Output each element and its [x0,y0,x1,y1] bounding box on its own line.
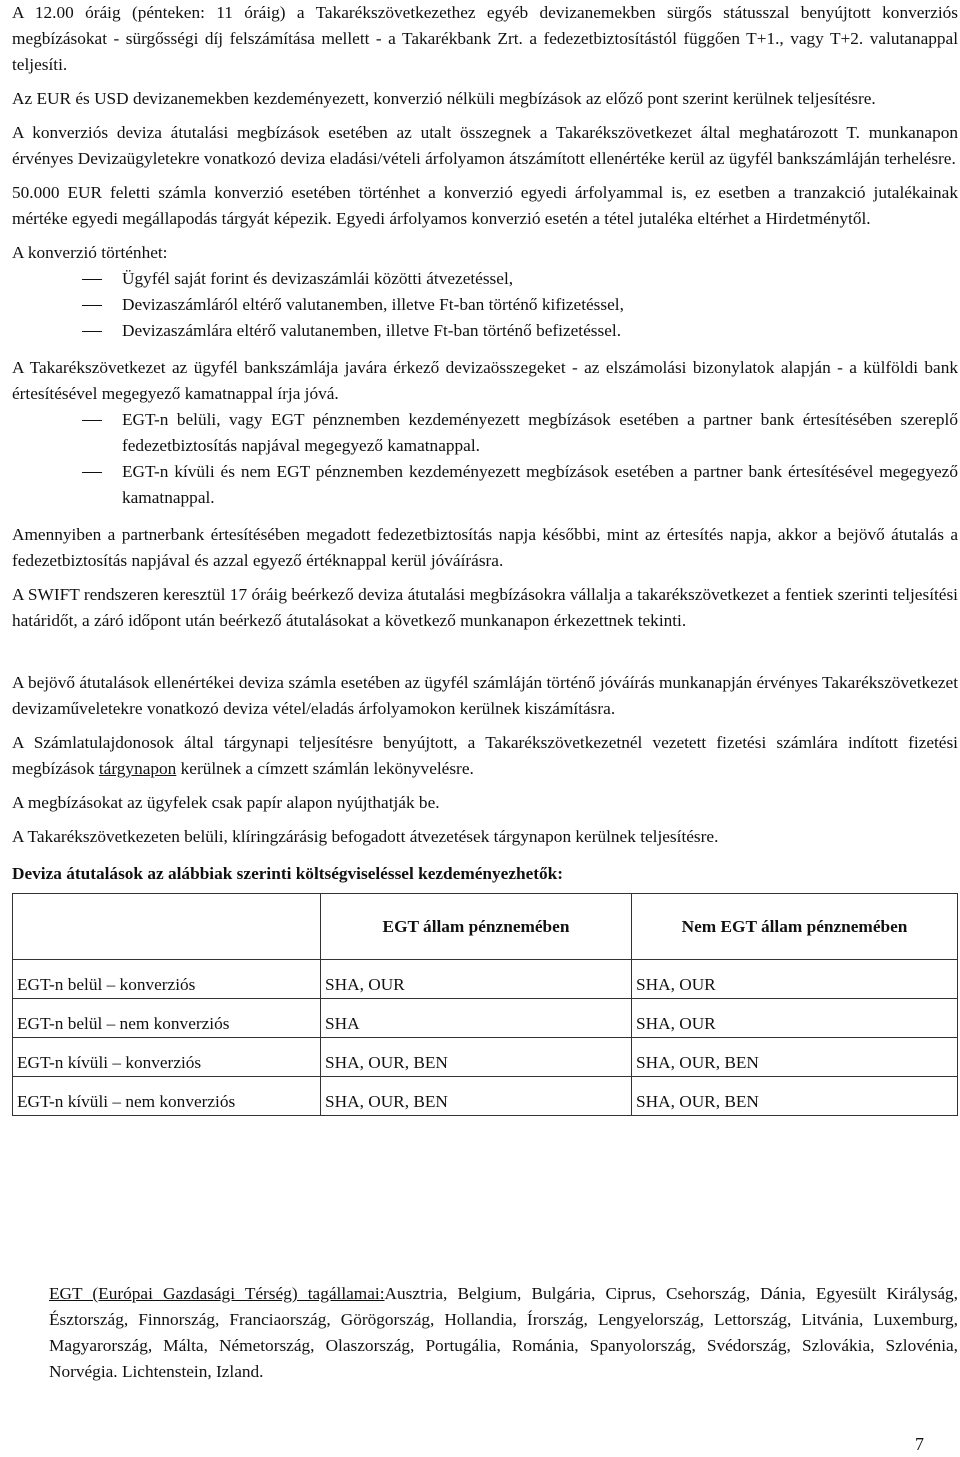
paragraph-incoming-credit: A Takarékszövetkezet az ügyfél bankszámlája javára érkező devizaösszegeket - az elszámolási bizonylatok alapján - a külföldi bank értesítésével megegyező kamatnappal írja jóvá. [12,358,958,403]
fees-table [12,893,958,1116]
table-cell: SHA, OUR, BEN [632,1077,958,1116]
value-date-list [12,407,958,511]
table-header-cell: EGT állam pénznemében [321,894,632,960]
paragraph-swift-deadline: A SWIFT rendszeren keresztül 17 óráig beérkező deviza átutalási megbízásokra vállalja a takarékszövetkezet a fentiek szerinti teljesítési határidőt, a záró időpont után beérkező átutalásokat a következő munkanapon érkezettnek tekinti. [12,585,958,630]
table-cell: EGT-n belül – konverziós [13,960,321,999]
table-cell: EGT-n belül – nem konverziós [13,999,321,1038]
table-cell: SHA, OUR, BEN [321,1038,632,1077]
conversion-methods-list [12,266,958,344]
text-part: A Számlatulajdonosok által tárgynapi teljesítésre benyújtott, a Takarékszövetkezetnél vezetett fizetési számlára indított fizetési megbízások [12,733,958,778]
table-cell: SHA, OUR, BEN [321,1077,632,1116]
table-row [13,1077,958,1116]
document-page [12,0,958,1116]
fees-table-heading: Deviza átutalások az alábbiak szerinti költségviseléssel kezdeményezhetők: [12,864,564,883]
eea-footnote [49,1281,958,1385]
paragraph-incoming-rates: A bejövő átutalások ellenértékei deviza számla esetében az ügyfél számláján történő jóváírás munkanapján érvényes Takarékszövetkezet devizaműveletekre vonatkozó deviza vétel/eladás árfolyamokon kerülnek kiszámításra. [12,673,958,718]
table-cell: SHA, OUR, BEN [632,1038,958,1077]
list-item: EGT-n kívüli és nem EGT pénznemben kezdeményezett megbízások esetében a partner bank értesítésével megegyező kamatnappal. [12,459,958,511]
list-item: Devizaszámláról eltérő valutanemben, illetve Ft-ban történő kifizetéssel, [12,292,958,318]
paragraph-internal-transfers: A Takarékszövetkezeten belüli, klíringzárásig befogadott átvezetések tárgynapon kerülnek teljesítésre. [12,827,719,846]
paragraph-conversion-methods-intro: A konverzió történhet: [12,243,168,262]
table-cell: SHA, OUR [632,960,958,999]
underlined-term: tárgynapon [98,759,177,778]
list-item: Ügyfél saját forint és devizaszámlái közötti átvezetéssel, [12,266,958,292]
list-item: Devizaszámlára eltérő valutanemben, illetve Ft-ban történő befizetéssel. [12,318,958,344]
paragraph-conversion-rate: A konverziós deviza átutalási megbízások esetében az utalt összegnek a Takarékszövetkezet által meghatározott T. munkanapon érvényes Devizaügyletekre vonatkozó deviza eladási/vételi árfolyamon átszámított ellenértéke kerül az ügyfél bankszámláján terhelésre. [12,123,958,168]
paragraph-eur-usd: Az EUR és USD devizanemekben kezdeményezett, konverzió nélküli megbízások az előző pont szerint kerülnek teljesítésre. [12,89,876,108]
table-cell: SHA, OUR [321,960,632,999]
paragraph-same-day [12,730,958,782]
paragraph-paper-only: A megbízásokat az ügyfelek csak papír alapon nyújthatják be. [12,793,440,812]
table-header-cell [13,894,321,960]
table-row [13,960,958,999]
footnote-text: Ausztria, Belgium, Bulgária, Ciprus, Csehország, Dánia, Egyesült Királyság, Észtország, Finnország, Franciaország, Görögország, Hollandia, Írország, Lengyelország, Lettország, Litvánia, Luxemburg, Magyarország, Málta, Németország, Olaszország, Portugália, Románia, Spanyolország, Svédország, Szlovákia, Szlovénia, Norvégia. Lichtenstein, Izland. [49,1284,959,1381]
table-cell: EGT-n kívüli – nem konverziós [13,1077,321,1116]
footnote-label: EGT (Európai Gazdasági Térség) tagállamai: [49,1284,385,1303]
page-number: 7 [915,1434,924,1454]
table-cell: SHA [321,999,632,1038]
paragraph-custom-rate: 50.000 EUR feletti számla konverzió esetében történhet a konverzió egyedi árfolyammal is, ez esetben a tranzakció jutalékainak mértéke egyedi megállapodás tárgyát képezik. Egyedi árfolyamos konverzió esetén a tétel jutaléka eltérhet a Hirdetménytől. [12,183,958,228]
list-item: EGT-n belüli, vagy EGT pénznemben kezdeményezett megbízások esetében a partner bank értesítésében szereplő fedezetbiztosítás napjával megegyező kamatnappal. [12,407,958,459]
table-cell: SHA, OUR [632,999,958,1038]
table-header-cell: Nem EGT állam pénznemében [632,894,958,960]
table-header-row [13,894,958,960]
table-cell: EGT-n kívüli – konverziós [13,1038,321,1077]
table-row [13,999,958,1038]
table-row [13,1038,958,1077]
paragraph-urgent-conversion: A 12.00 óráig (pénteken: 11 óráig) a Takarékszövetkezethez egyéb devizanemekben sürgős státusszal benyújtott konverziós megbízásokat - sürgősségi díj felszámítása mellett - a Takarékbank Zrt. a fedezetbiztosítástól függően T+1., vagy T+2. valutanappal teljesíti. [12,3,958,74]
text-part: kerülnek a címzett számlán lekönyvelésre. [176,759,474,778]
paragraph-partner-bank-date: Amennyiben a partnerbank értesítésében megadott fedezetbiztosítás napja későbbi, mint az értesítés napja, akkor a bejövő átutalás a fedezetbiztosítás napjával és azzal egyező értéknappal kerül jóváírásra. [12,525,958,570]
